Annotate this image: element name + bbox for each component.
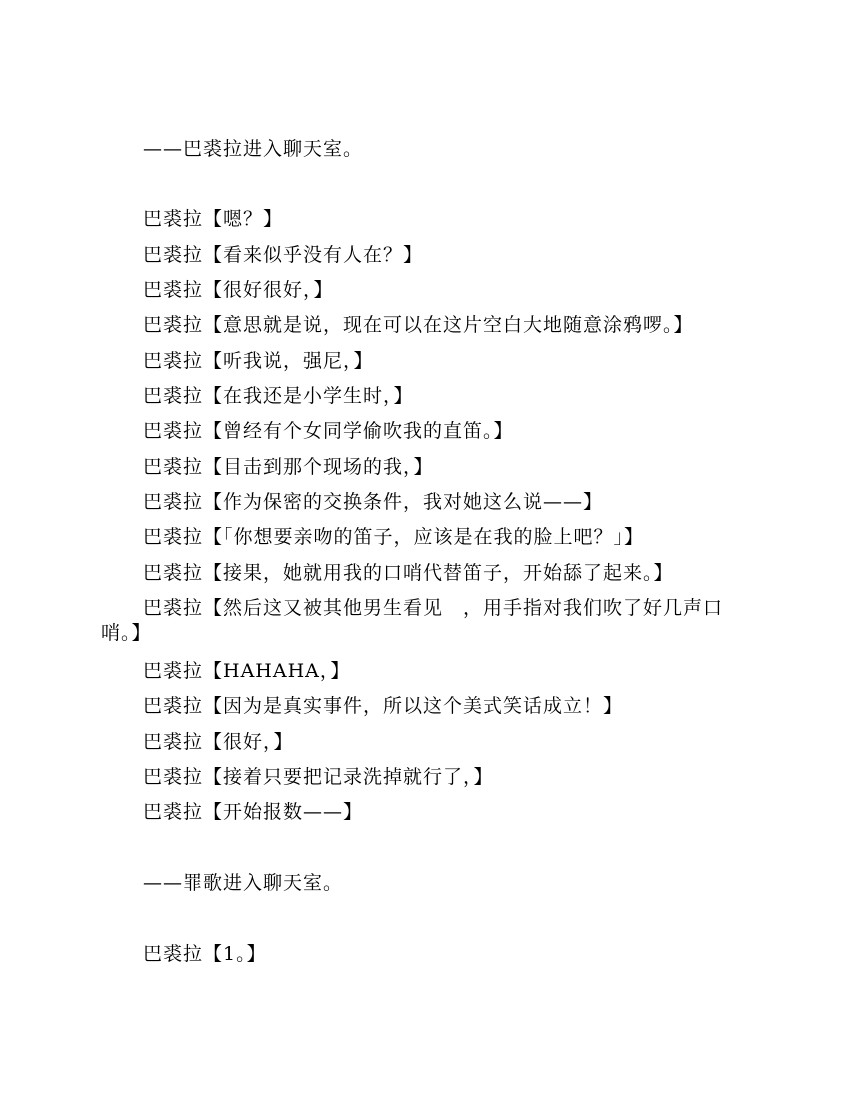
chat-line: 巴裘拉【嗯？】 [143, 208, 284, 230]
chat-line: 巴裘拉【意思就是说，现在可以在这片空白大地随意涂鸦啰。】 [143, 314, 694, 336]
chat-line: 巴裘拉【因为是真实事件，所以这个美式笑话成立！】 [143, 695, 624, 717]
chat-line: 巴裘拉【在我还是小学生时，】 [143, 385, 414, 407]
chat-line: 巴裘拉【很好，】 [143, 731, 294, 753]
system-message-enter: ——巴裘拉进入聊天室。 [143, 138, 364, 160]
chat-line: 巴裘拉【接果，她就用我的口哨代替笛子，开始舔了起来。】 [143, 562, 674, 584]
chat-line: 巴裘拉【看来似乎没有人在？】 [143, 244, 424, 266]
chat-line: 巴裘拉【曾经有个女同学偷吹我的直笛。】 [143, 420, 514, 442]
chat-line: 巴裘拉【听我说，强尼，】 [143, 350, 374, 372]
chat-line: 巴裘拉【接着只要把记录洗掉就行了，】 [143, 766, 494, 788]
chat-line: 巴裘拉【HAHAHA，】 [143, 660, 351, 682]
chat-line: 巴裘拉【开始报数——】 [143, 801, 364, 823]
chat-line-wrapped: 巴裘拉【然后这又被其他男生看见 ，用手指对我们吹了好几声口哨。】 [101, 597, 724, 644]
chat-line: 巴裘拉【作为保密的交换条件，我对她这么说——】 [143, 491, 604, 513]
chat-line: 巴裘拉【「你想要亲吻的笛子，应该是在我的脸上吧？」】 [143, 526, 645, 548]
chat-line: 巴裘拉【1。】 [143, 943, 267, 965]
chat-line: 巴裘拉【很好很好，】 [143, 279, 334, 301]
system-message-enter: ——罪歌进入聊天室。 [143, 872, 344, 894]
chat-line: 巴裘拉【目击到那个现场的我，】 [143, 456, 434, 478]
